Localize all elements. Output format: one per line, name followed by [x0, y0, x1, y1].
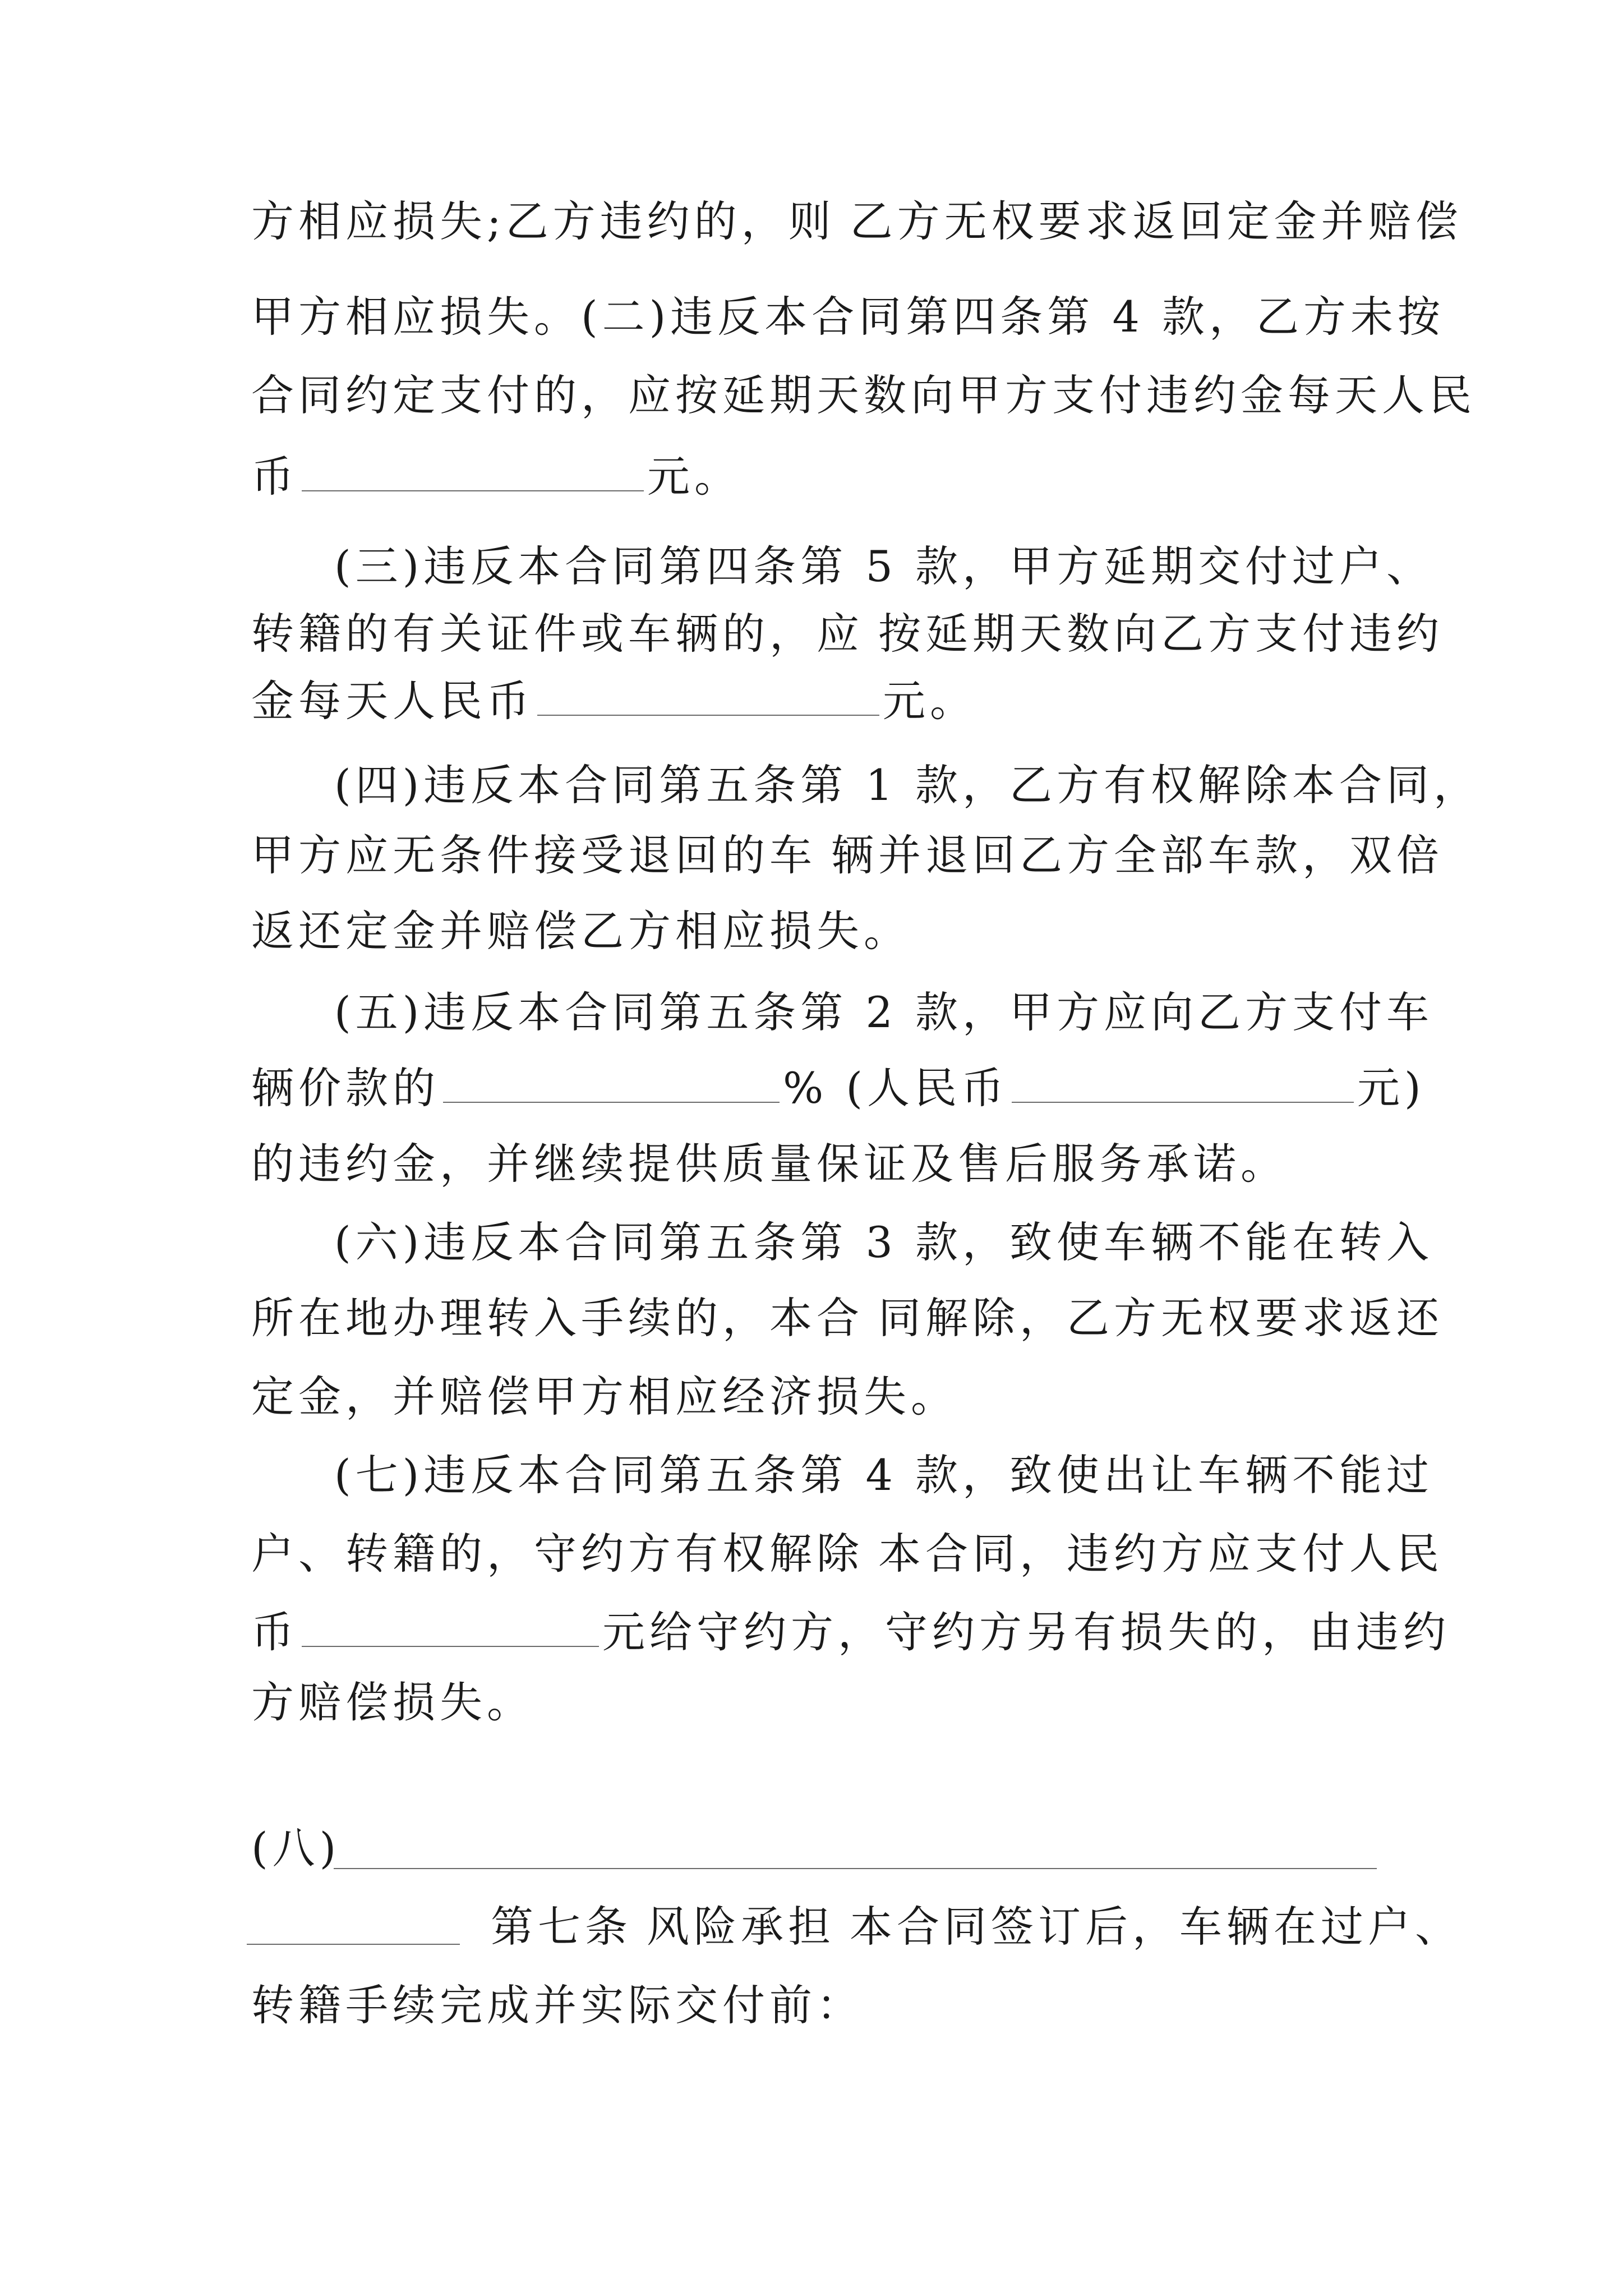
text-line: 合同约定支付的，应按延期天数向甲方支付违约金每天人民 [251, 370, 1476, 420]
text-line: 所在地办理转入手续的，本合 同解除，乙方无权要求返还 [251, 1293, 1444, 1343]
clause-eight-label: (八) [251, 1823, 341, 1873]
text-line: 户、转籍的，守约方有权解除 本合同，违约方应支付人民 [251, 1529, 1444, 1579]
fill-in-blank[interactable] [334, 1868, 1377, 1869]
text-line: 定金，并赔偿甲方相应经济损失。 [251, 1372, 958, 1421]
fill-in-blank[interactable] [302, 1611, 599, 1647]
text-line: 转籍手续完成并实际交付前： [251, 1980, 864, 2030]
text-line: 币 元。 [251, 452, 741, 501]
text-line: 返还定金并赔偿乙方相应损失。 [251, 906, 911, 956]
clause-three: (三)违反本合同第四条第 5 款，甲方延期交付过户、 [334, 541, 1433, 591]
text-line: 方相应损失;乙方违约的，则 乙方无权要求返回定金并赔偿 [251, 196, 1463, 246]
clause-six: (六)违反本合同第五条第 3 款，致使车辆不能在转入 [334, 1217, 1433, 1267]
text-line: 金每天人民币 元。 [251, 676, 977, 726]
fill-in-blank[interactable] [247, 1944, 460, 1945]
text-line: 辆价款的 % (人民币 元) [251, 1063, 1426, 1113]
fill-in-blank[interactable] [1012, 1067, 1354, 1103]
text-line: 币 元给守约方，守约方另有损失的，由违约 [251, 1607, 1450, 1657]
fill-in-blank[interactable] [537, 680, 879, 716]
fill-in-blank[interactable] [302, 455, 644, 491]
text-line: 甲方应无条件接受退回的车 辆并退回乙方全部车款，双倍 [251, 830, 1444, 880]
text-line: 转籍的有关证件或车辆的，应 按延期天数向乙方支付违约 [251, 609, 1444, 659]
clause-four: (四)违反本合同第五条第 1 款，乙方有权解除本合同， [334, 760, 1481, 810]
article-seven-heading: 第七条 风险承担 本合同签订后，车辆在过户、 [491, 1902, 1462, 1952]
text-line: 甲方相应损失。(二)违反本合同第四条第 4 款，乙方未按 [251, 292, 1445, 342]
fill-in-blank[interactable] [443, 1067, 780, 1103]
text-line: 方赔偿损失。 [251, 1677, 534, 1727]
clause-seven: (七)违反本合同第五条第 4 款，致使出让车辆不能过 [334, 1450, 1433, 1500]
text-line: 的违约金，并继续提供质量保证及售后服务承诺。 [251, 1139, 1288, 1189]
clause-five: (五)违反本合同第五条第 2 款，甲方应向乙方支付车 [334, 987, 1433, 1037]
